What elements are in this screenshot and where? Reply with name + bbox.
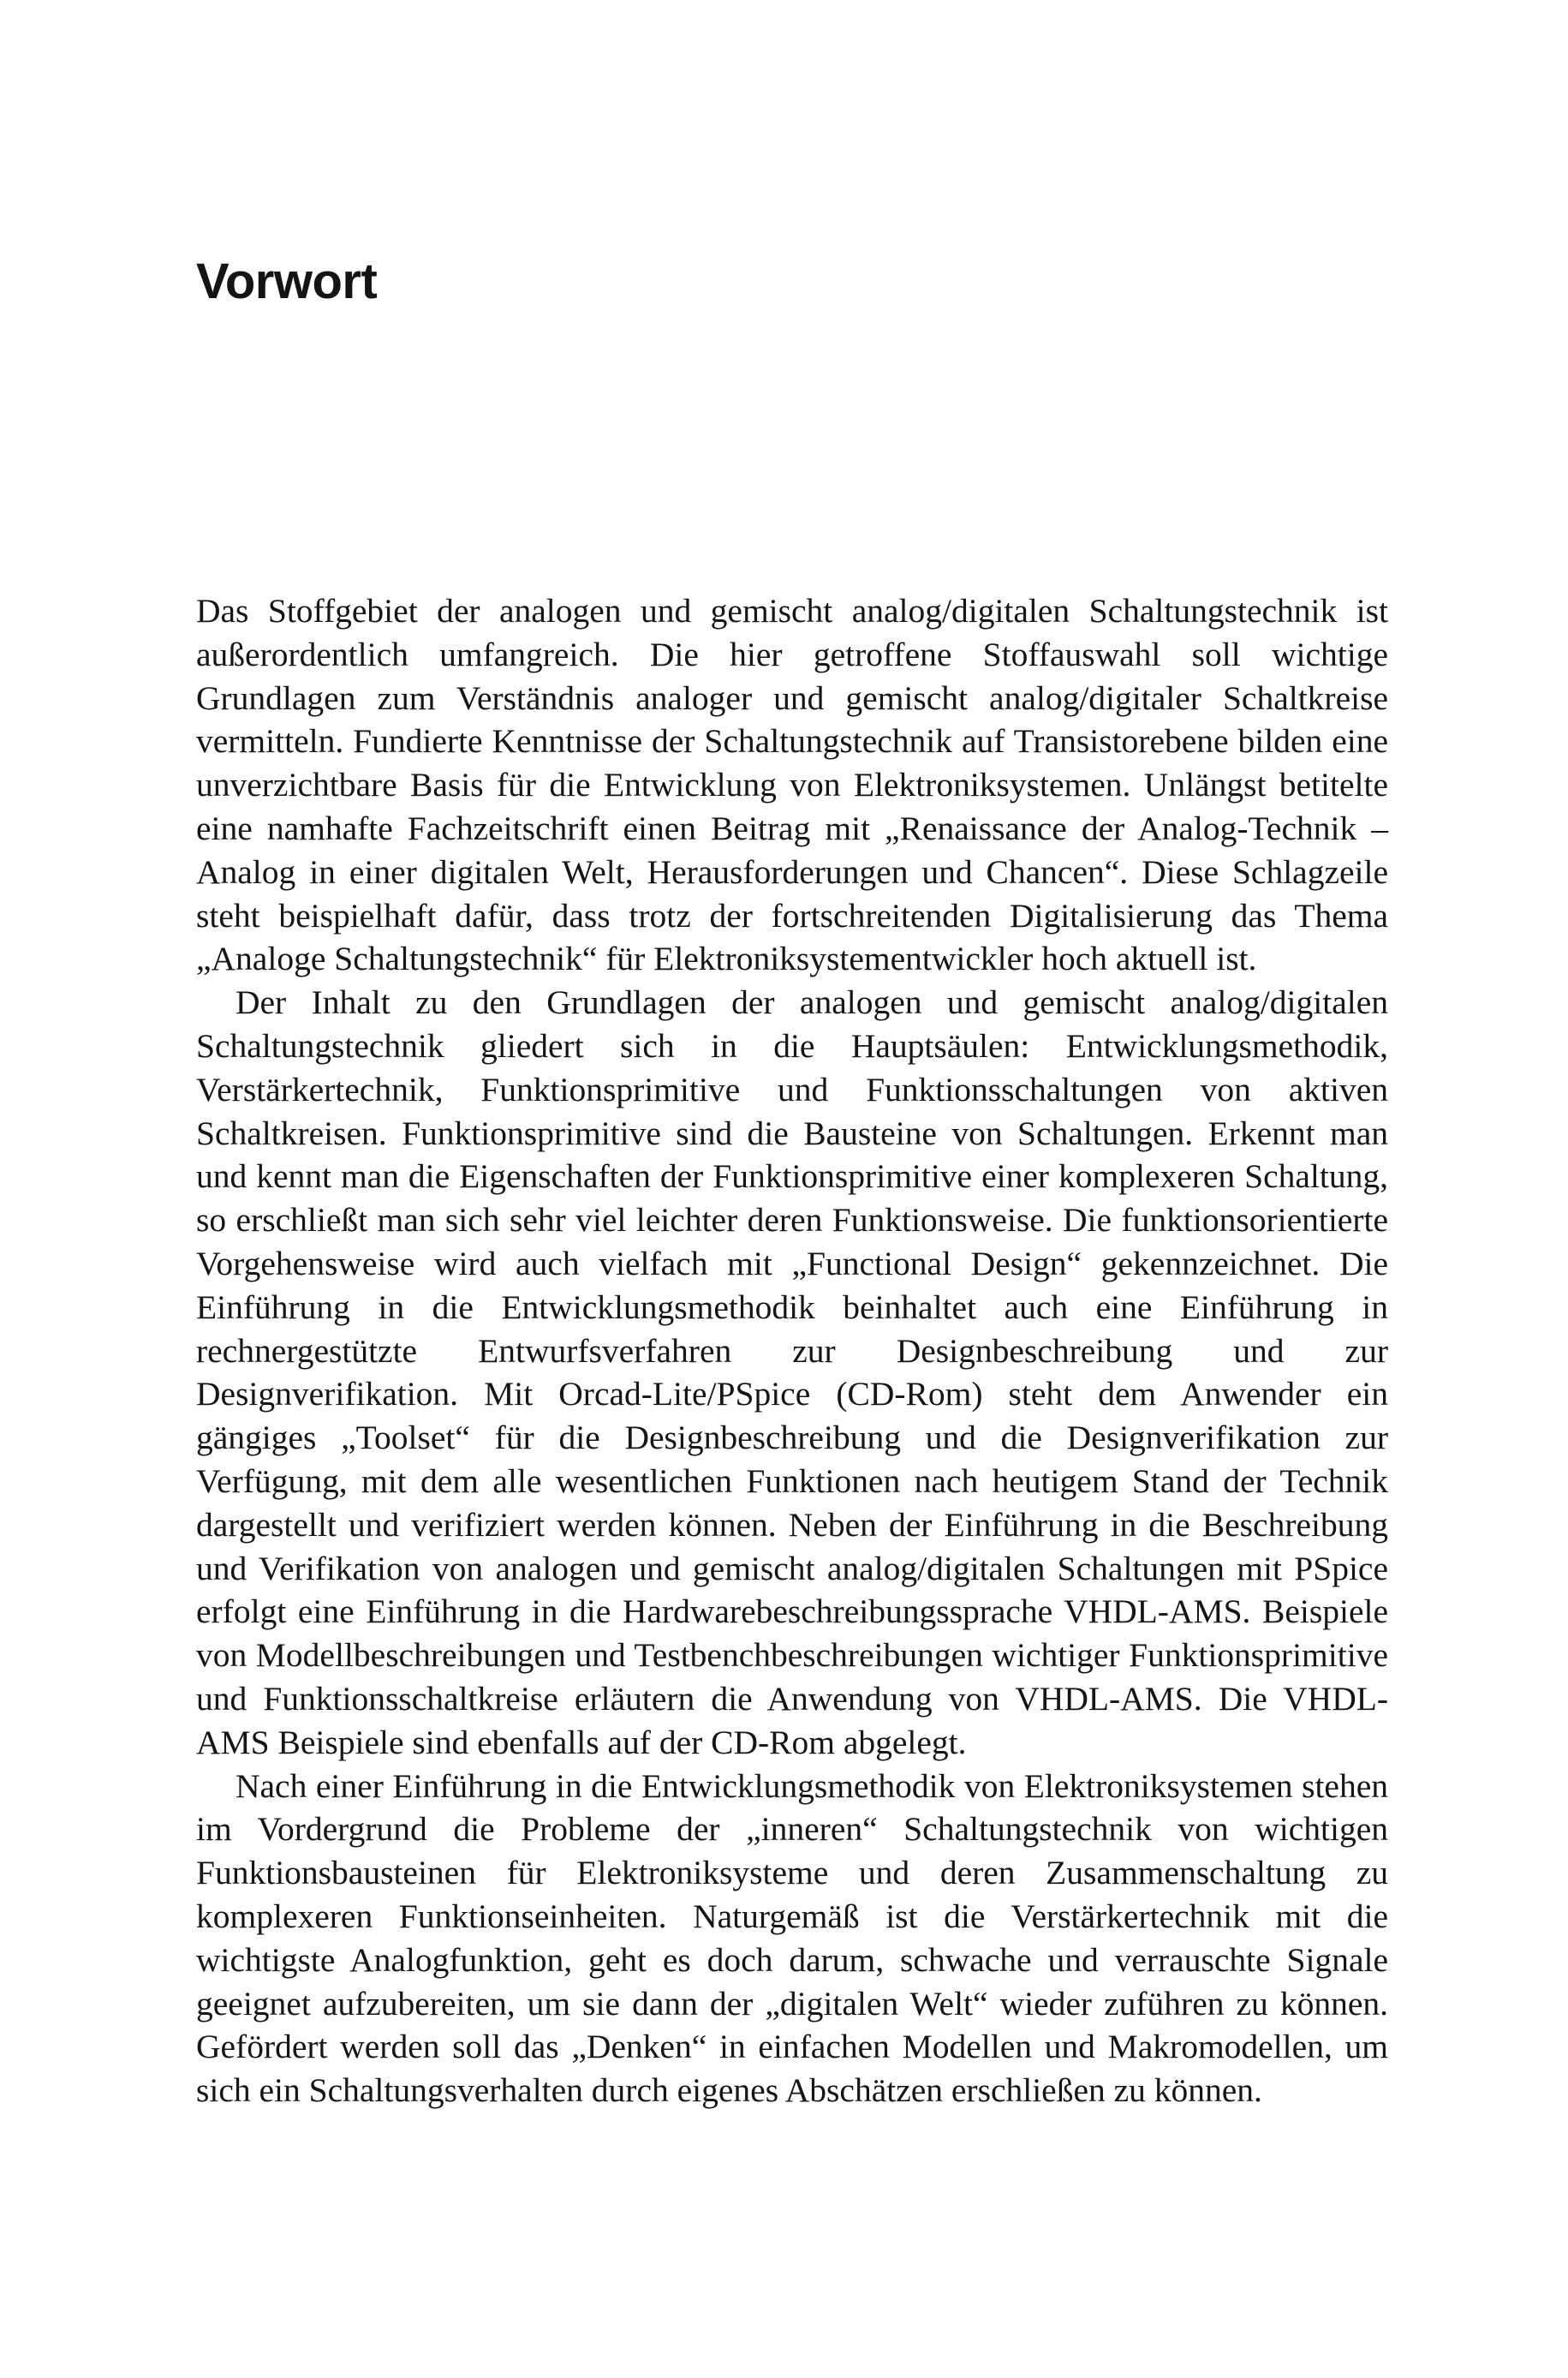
body-text [196, 589, 1388, 2112]
page-title: Vorwort [196, 254, 378, 309]
paragraph: Der Inhalt zu den Grundlagen der analogen und gemischt analog/digitalen Schaltungstechnik gliedert sich in die Hauptsäulen: Entwicklungsmethodik, Verstärkertechnik, Funktionsprimitive und Funktionsschaltungen von aktiven Schaltkreisen. Funktionsprimitive sind die Bausteine von Schaltungen. Erkennt man und kennt man die Eigenschaften der Funktionsprimitive einer komplexeren Schaltung, so erschließt man sich sehr viel leichter deren Funktionsweise. Die funktionsorientierte Vorgehensweise wird auch vielfach mit „Functional Design“ gekennzeichnet. Die Einführung in die Entwicklungsmethodik beinhaltet auch eine Einführung in rechnergestützte Entwurfsverfahren zur Designbeschreibung und zur Designverifikation. Mit Orcad-Lite/PSpice (CD-Rom) steht dem Anwender ein gängiges „Toolset“ für die Designbeschreibung und die Designverifikation zur Verfügung, mit dem alle wesentlichen Funktionen nach heutigem Stand der Technik dargestellt und verifiziert werden können. Neben der Einführung in die Beschreibung und Verifikation von analogen und gemischt analog/digitalen Schaltungen mit PSpice erfolgt eine Einführung in die Hardwarebeschreibungssprache VHDL-AMS. Beispiele von Modellbeschreibungen und Testbenchbeschreibungen wichtiger Funktionsprimitive und Funktionsschaltkreise erläutern die Anwendung von VHDL-AMS. Die VHDL-AMS Beispiele sind ebenfalls auf der CD-Rom abgelegt. [196, 983, 1388, 1761]
paragraph: Nach einer Einführung in die Entwicklungsmethodik von Elektroniksystemen stehen im Vordergrund die Probleme der „inneren“ Schaltungstechnik von wichtigen Funktionsbausteinen für Elektroniksysteme und deren Zusammenschaltung zu komplexeren Funktionseinheiten. Naturgemäß ist die Verstärkertechnik mit die wichtigste Analogfunktion, geht es doch darum, schwache und verrauschte Signale geeignet aufzubereiten, um sie dann der „digitalen Welt“ wieder zuführen zu können. Gefördert werden soll das „Denken“ in einfachen Modellen und Makromodellen, um sich ein Schaltungsverhalten durch eigenes Abschätzen erschließen zu können. [196, 1766, 1388, 2110]
paragraph: Das Stoffgebiet der analogen und gemischt analog/digitalen Schaltungstechnik ist außerordentlich umfangreich. Die hier getroffene Stoffauswahl soll wichtige Grundlagen zum Verständnis analoger und gemischt analog/digitaler Schaltkreise vermitteln. Fundierte Kenntnisse der Schaltungstechnik auf Transistorebene bilden eine unverzichtbare Basis für die Entwicklung von Elektroniksystemen. Unlängst betitelte eine namhafte Fachzeitschrift einen Beitrag mit „Renaissance der Analog-Technik – Analog in einer digitalen Welt, Herausforderungen und Chancen“. Diese Schlagzeile steht beispielhaft dafür, dass trotz der fortschreitenden Digitalisierung das Thema „Analoge Schaltungstechnik“ für Elektroniksystementwickler hoch aktuell ist. [196, 592, 1388, 978]
